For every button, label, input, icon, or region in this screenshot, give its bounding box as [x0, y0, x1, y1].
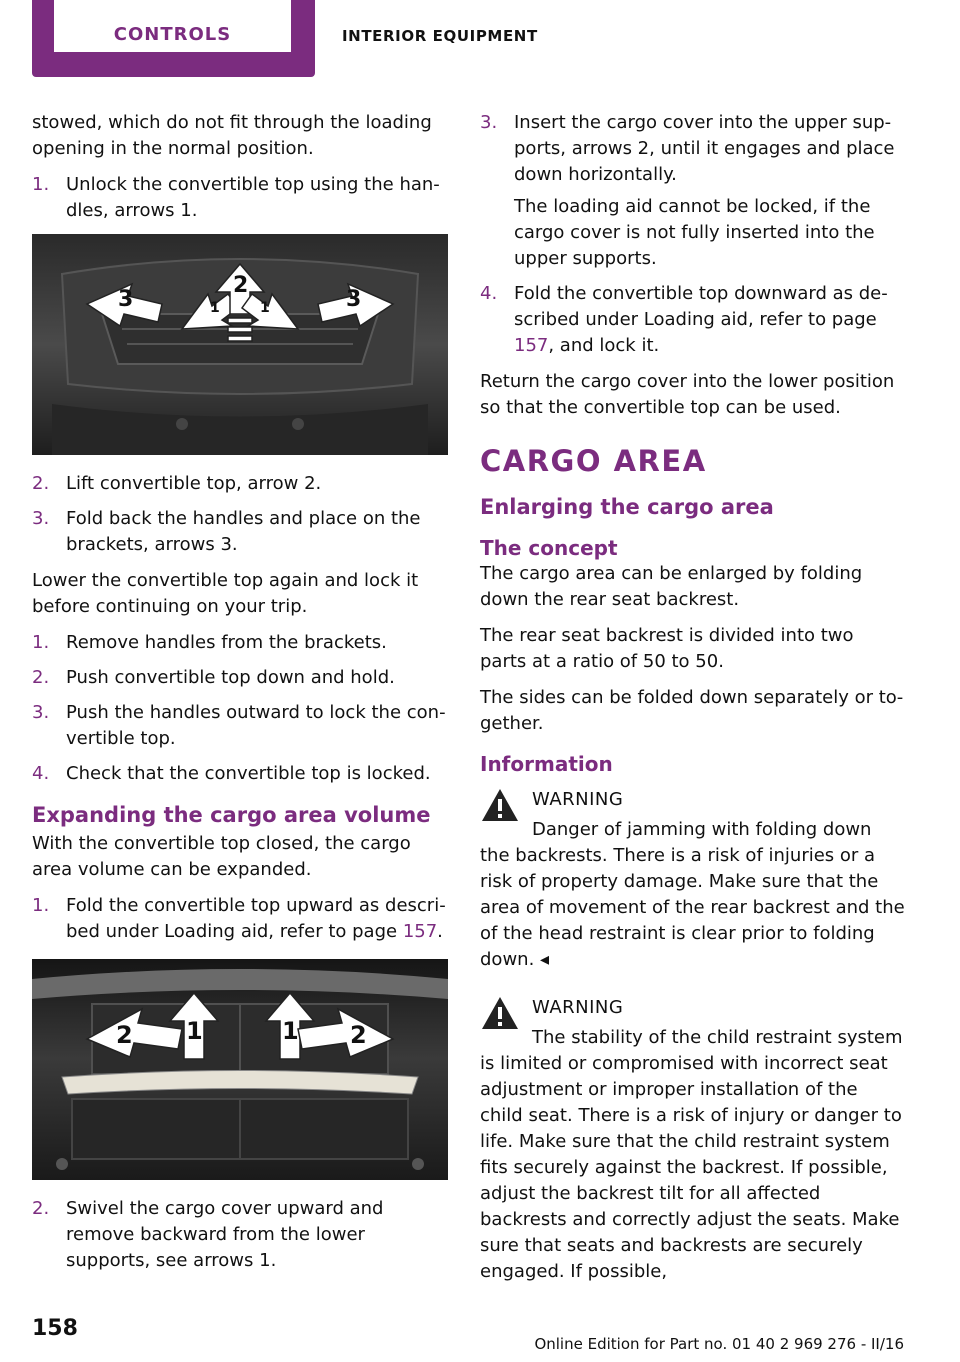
step-number: 3.: [32, 508, 50, 529]
figure-label: 2: [116, 1021, 133, 1049]
intro-paragraph: stowed, which do not fit through the loading opening in the normal position.: [32, 112, 432, 159]
header-tab-label[interactable]: CONTROLS: [113, 24, 232, 45]
footer-edition: Online Edition for Part no. 01 40 2 969 276 - II/16: [534, 1335, 904, 1353]
list-item: [32, 893, 448, 945]
section-heading: Expanding the cargo area volume: [32, 803, 431, 827]
body-paragraph: The sides can be folded down separately or together.: [480, 687, 904, 734]
step-number: 4.: [480, 283, 498, 304]
step-number: 3.: [480, 112, 498, 133]
list-item: [480, 110, 905, 272]
step-text: Fold the convertible top upward as described under Loading aid, refer to page: [66, 895, 446, 942]
step-number: 3.: [32, 702, 50, 723]
steps-list-3: [32, 630, 448, 787]
left-column: [32, 110, 448, 1284]
figure-label: 1: [282, 1017, 299, 1045]
list-item: [32, 506, 448, 558]
subsection-heading: The concept: [480, 536, 618, 560]
warning-title: WARNING: [532, 789, 624, 810]
list-item: [480, 281, 905, 359]
step-text: Check that the convertible top is locked.: [66, 763, 431, 784]
figure-label: 3: [346, 287, 362, 312]
step-text: Lift convertible top, arrow 2.: [66, 473, 322, 494]
figure-label: 3: [118, 287, 134, 312]
chapter-heading: CARGO AREA: [480, 444, 707, 478]
step-text: Unlock the convertible top using the handles, arrows 1.: [66, 174, 440, 221]
step-number: 4.: [32, 763, 50, 784]
step-text: Fold back the handles and place on the brackets, arrows 3.: [66, 508, 421, 555]
steps-list-5: [32, 1196, 448, 1274]
steps-list-6: [480, 110, 905, 359]
warning-text: [480, 817, 905, 973]
step-number: 2.: [32, 1198, 50, 1219]
body-paragraph: Return the cargo cover into the lower position so that the convertible top can be used.: [480, 371, 895, 418]
step-text: Swivel the cargo cover upward and remove backward from the lower supports, see arrows 1.: [66, 1198, 384, 1271]
step-text: Push the handles outward to lock the convertible top.: [66, 702, 446, 749]
steps-list-2: [32, 471, 448, 558]
list-item: [32, 630, 448, 656]
step-text-end: , and lock it.: [548, 335, 660, 356]
step-text: Insert the cargo cover into the upper supports, arrows 2, until it engages and place down horizontally.: [514, 112, 895, 185]
step-text-end: .: [437, 921, 443, 942]
figure-label: 2: [350, 1021, 367, 1049]
figure-label: 2: [233, 273, 249, 298]
page-link[interactable]: 157: [514, 335, 549, 356]
step-text: Remove handles from the brackets.: [66, 632, 387, 653]
page-link[interactable]: 157: [402, 921, 438, 942]
body-paragraph: The rear seat backrest is divided into two parts at a ratio of 50 to 50.: [480, 625, 854, 672]
steps-list-4: [32, 893, 448, 945]
step-text: Fold the convertible top downward as described under Loading aid, refer to page: [514, 283, 888, 330]
step-number: 1.: [32, 174, 50, 195]
step-note: The loading aid cannot be locked, if the cargo cover is not fully inserted into the upper supports.: [514, 196, 875, 269]
step-number: 1.: [32, 632, 50, 653]
step-number: 2.: [32, 667, 50, 688]
list-item: [32, 172, 448, 224]
body-paragraph: Lower the convertible top again and lock it before continuing on your trip.: [32, 570, 419, 617]
convertible-top-handles-figure: [32, 234, 448, 455]
list-item: [32, 761, 448, 787]
warning-block: [480, 995, 905, 1285]
figure-label: 1: [260, 300, 270, 316]
cargo-cover-figure: [32, 959, 448, 1180]
body-paragraph: The cargo area can be enlarged by folding down the rear seat backrest.: [480, 563, 863, 610]
right-column: [480, 110, 905, 1297]
step-number: 1.: [32, 895, 50, 916]
subsection-heading: Information: [480, 752, 613, 776]
header-section-label[interactable]: INTERIOR EQUIPMENT: [342, 27, 538, 45]
page-number: 158: [32, 1316, 78, 1341]
figure-label: 1: [210, 300, 220, 316]
list-item: [32, 665, 448, 691]
step-number: 2.: [32, 473, 50, 494]
step-text: Push convertible top down and hold.: [66, 667, 395, 688]
body-paragraph: With the convertible top closed, the cargo area volume can be expanded.: [32, 833, 411, 880]
warning-block: [480, 787, 905, 973]
warning-text: The stability of the child restraint system is limited or compromised with incorrect seat adjustment or improper installation of the child seat. There is a risk of injury or danger to life. Make sure that the child restraint system fits securely against the backrest. If possible, adjust the backrest tilt for all affected backrests and correctly adjust the seats. Make sure that seats and backrests are securely engaged. If possible,: [480, 1027, 903, 1282]
warning-icon: [480, 995, 520, 1031]
list-item: [32, 471, 448, 497]
section-heading: Enlarging the cargo area: [480, 495, 774, 519]
warning-title: WARNING: [532, 997, 624, 1018]
list-item: [32, 700, 448, 752]
end-mark: ◂: [540, 949, 550, 970]
steps-list-1: [32, 172, 448, 224]
warning-text-body: Danger of jamming with folding down the backrests. There is a risk of injuries or a risk of property damage. Make sure that the area of movement of the rear backrest and the of the head restraint is clear prior to folding down.: [480, 819, 905, 970]
list-item: [32, 1196, 448, 1274]
warning-icon: [480, 787, 520, 823]
figure-label: 1: [186, 1017, 203, 1045]
